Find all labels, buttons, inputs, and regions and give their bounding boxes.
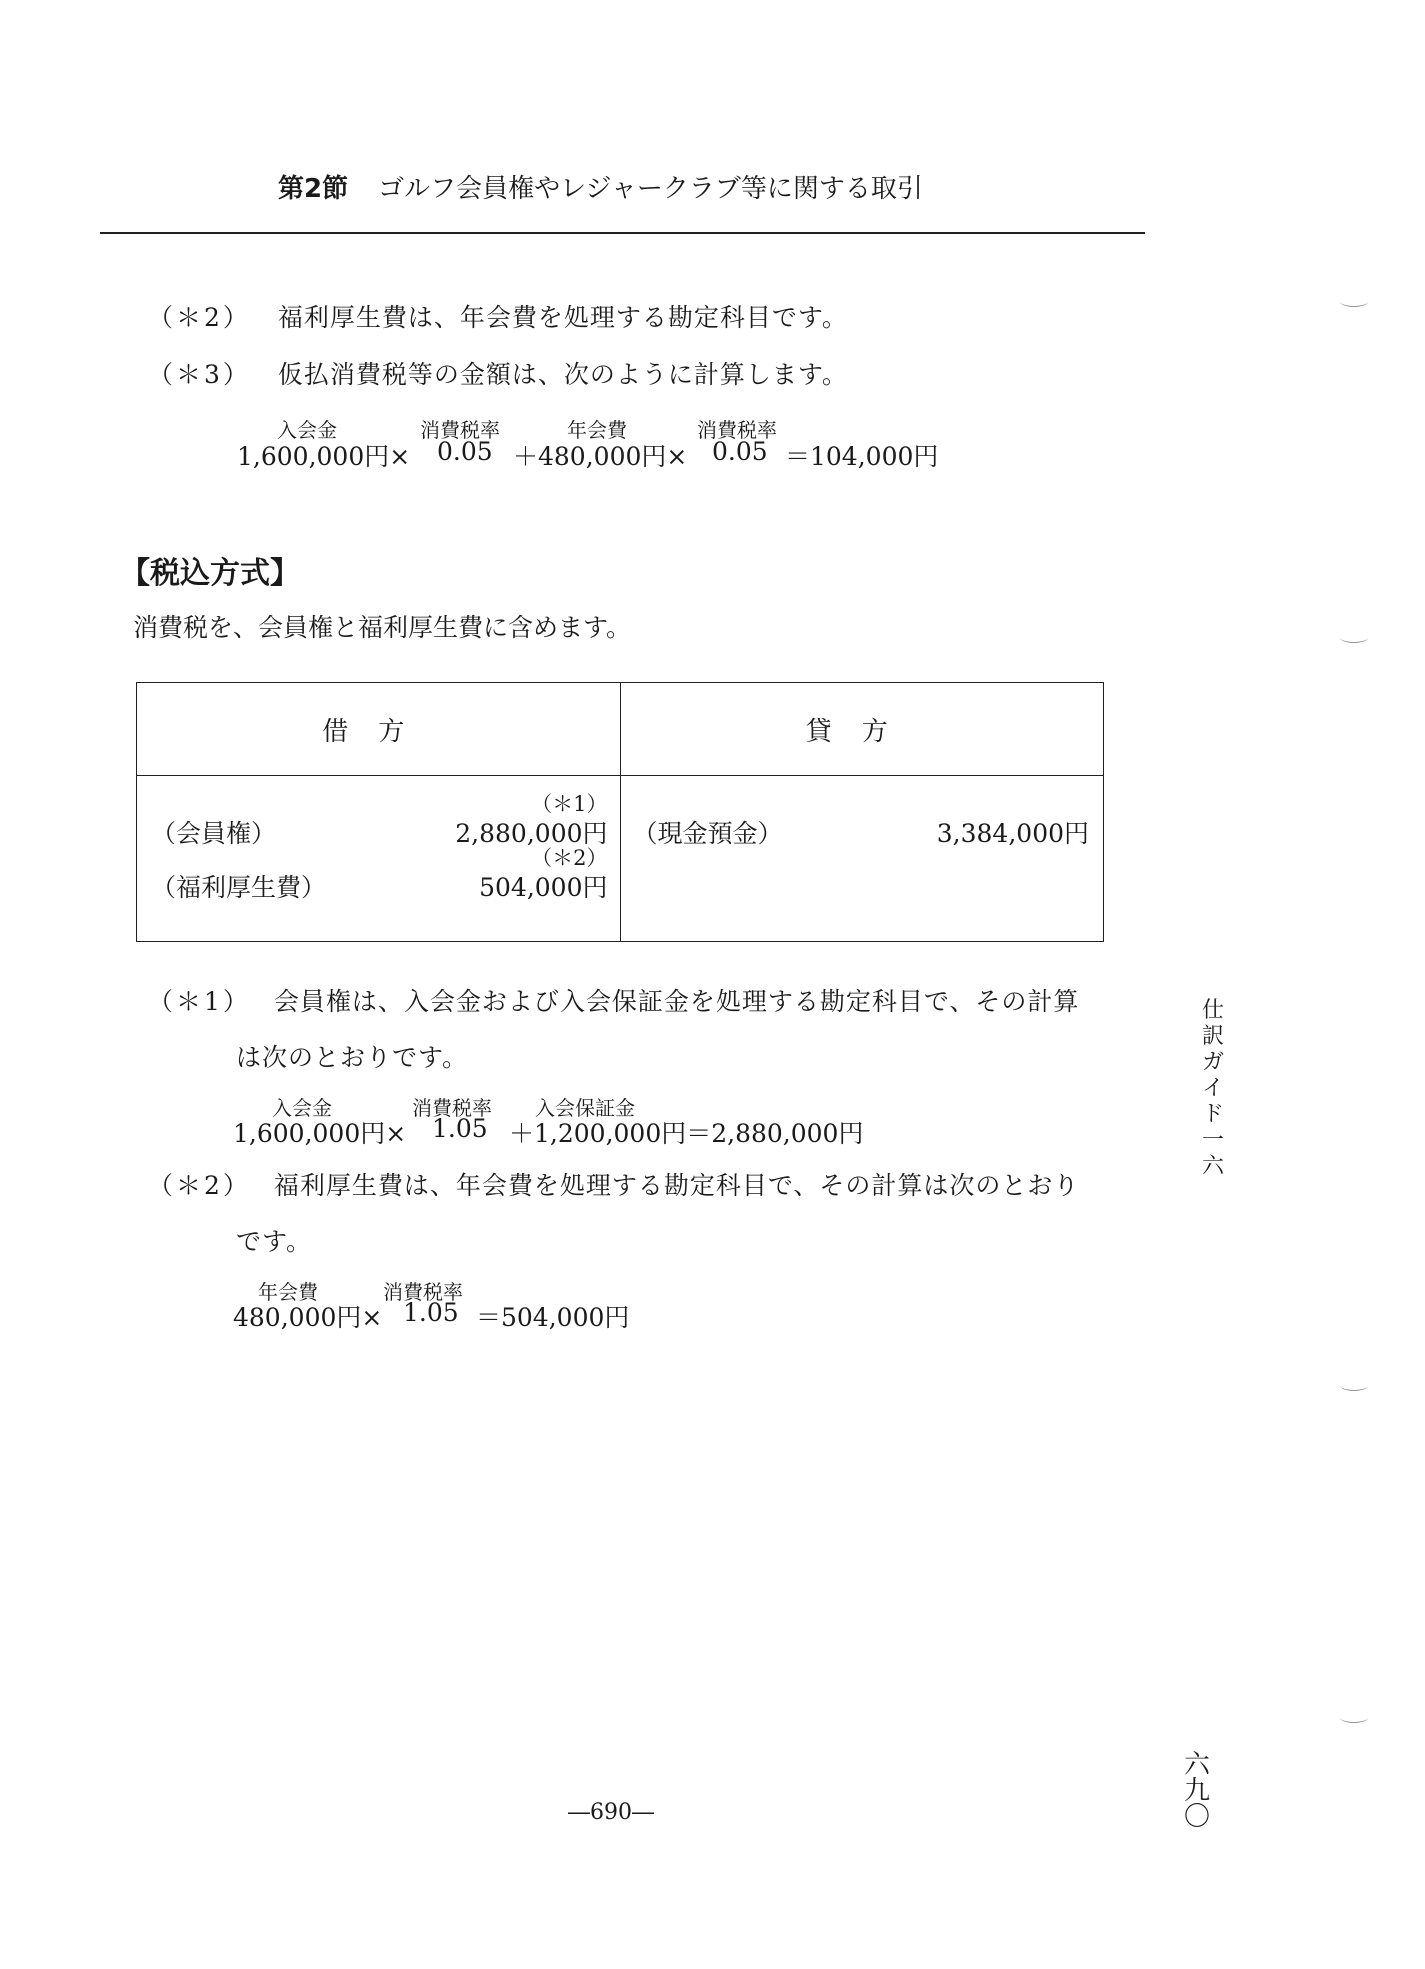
debit-amount: 504,000円 <box>479 873 608 902</box>
calc-term: ＝104,000円 <box>785 442 939 471</box>
calc-term: 1.05 <box>403 1298 459 1327</box>
credit-amount: 3,384,000円 <box>936 819 1089 848</box>
note-text-line2: です。 <box>236 1227 313 1256</box>
note-text: 仮払消費税等の金額は、次のように計算します。 <box>277 360 848 389</box>
journal-entry-table <box>136 682 1104 942</box>
calc-term: 480,000円× <box>233 1303 383 1332</box>
note-mark: （＊2） <box>148 303 251 332</box>
binder-mark <box>1340 1380 1368 1391</box>
calc-label: 消費税率 <box>697 418 777 442</box>
note-mark: （＊1） <box>148 987 251 1016</box>
binder-mark <box>1340 632 1368 643</box>
calc-term: 0.05 <box>712 437 768 466</box>
note-1-bottom <box>148 982 1079 1018</box>
note-2-top <box>148 298 848 334</box>
debit-cell <box>137 776 621 942</box>
page-header <box>278 168 923 205</box>
note-text-line2: は次のとおりです。 <box>236 1043 469 1072</box>
note-text: 福利厚生費は、年会費を処理する勘定科目です。 <box>277 303 848 332</box>
debit-ref: （＊1） <box>531 792 608 816</box>
page-number: ―690― <box>568 1800 654 1825</box>
section-number: 第2節 <box>278 174 349 204</box>
binder-mark <box>1340 296 1368 307</box>
debit-amount: 2,880,000円 <box>455 819 608 848</box>
note-mark: （＊3） <box>148 360 251 389</box>
debit-account: （福利厚生費） <box>151 873 327 902</box>
calc-label: 消費税率 <box>412 1096 492 1120</box>
note-text-line1: 福利厚生費は、年会費を処理する勘定科目で、その計算は次のとおり <box>273 1171 1080 1200</box>
credit-account: （現金預金） <box>632 819 783 848</box>
calc-term: ＋480,000円× <box>513 442 688 471</box>
calc-label: 消費税率 <box>420 418 500 442</box>
debit-header: 借方 <box>137 683 621 776</box>
intro-text: 消費税を、会員権と福利厚生費に含めます。 <box>133 613 632 642</box>
calc-term: 1,600,000円× <box>233 1119 407 1148</box>
credit-cell <box>620 776 1104 942</box>
calc-label: 入会金 <box>272 1096 332 1120</box>
note-mark: （＊2） <box>148 1171 251 1200</box>
side-guide-label: 仕訳ガイド一六 <box>1201 998 1224 1179</box>
credit-header: 貸方 <box>620 683 1104 776</box>
note-2-bottom <box>148 1166 1079 1202</box>
calc-label: 消費税率 <box>383 1280 463 1304</box>
calc-label: 年会費 <box>567 418 627 442</box>
calc-label: 年会費 <box>258 1280 318 1304</box>
note-text-line1: 会員権は、入会金および入会保証金を処理する勘定科目で、その計算 <box>273 987 1080 1016</box>
debit-account: （会員権） <box>151 819 277 848</box>
calc-term: 0.05 <box>437 437 493 466</box>
calc-label: 入会保証金 <box>535 1096 635 1120</box>
header-divider <box>100 232 1145 234</box>
note-3-top <box>148 355 848 391</box>
calc-term: ＝504,000円 <box>476 1303 630 1332</box>
calc-term: 1,600,000円× <box>237 442 411 471</box>
section-title: ゴルフ会員権やレジャークラブ等に関する取引 <box>378 174 923 204</box>
binder-mark <box>1340 1712 1368 1723</box>
section-heading: 【税込方式】 <box>120 556 300 591</box>
calc-term: ＋1,200,000円＝2,880,000円 <box>509 1119 864 1148</box>
side-page-number: 六九〇 <box>1183 1750 1210 1832</box>
calc-label: 入会金 <box>277 418 337 442</box>
debit-ref: （＊2） <box>531 846 608 870</box>
calc-term: 1.05 <box>432 1114 488 1143</box>
